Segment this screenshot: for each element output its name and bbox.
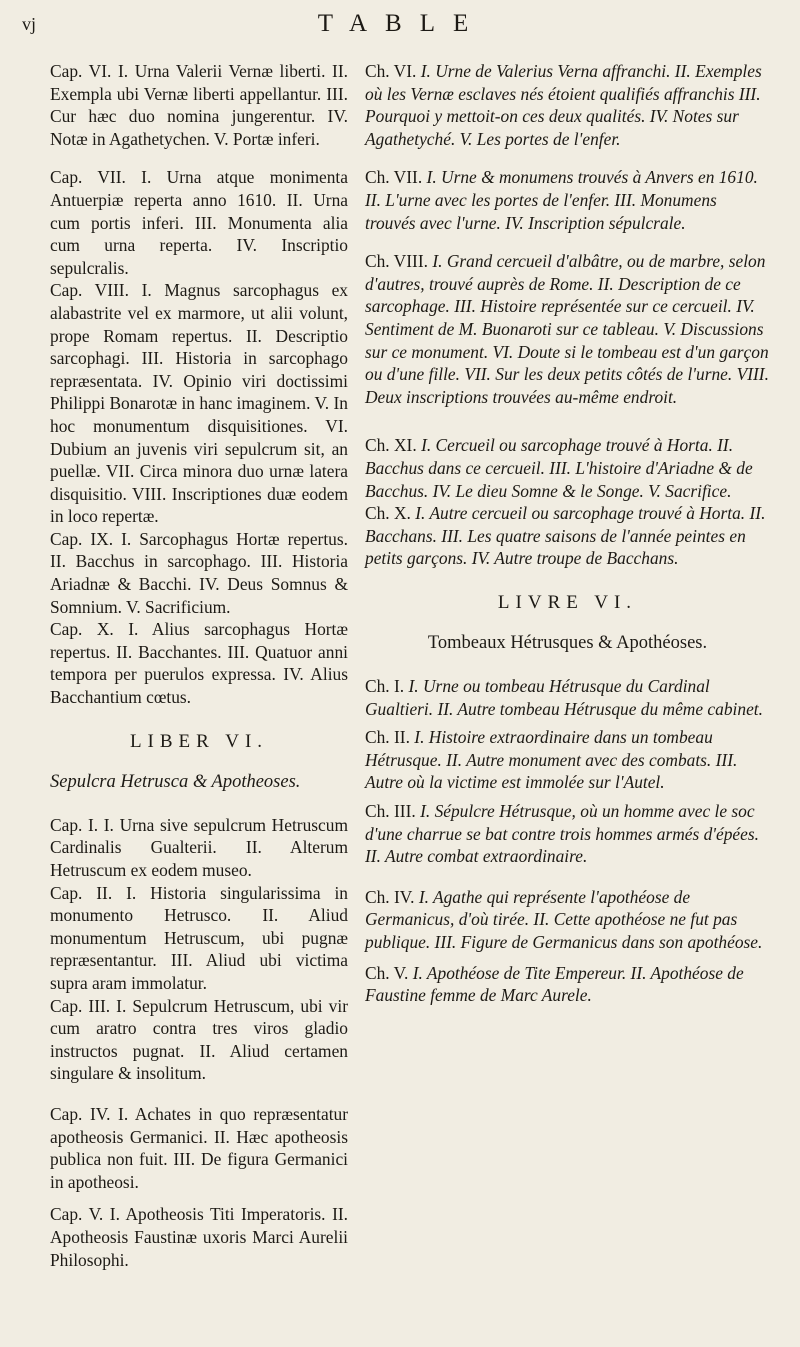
chapter-lead: Cap. VII. I. [50,167,152,188]
book-subheading-french: Tombeaux Hétrusques & Apothéoses. [427,633,708,654]
latin-entry [50,882,348,995]
chapter-text: I. Apothéose de Tite Empereur. II. Apothéose de Faustine femme de Marc Aurele. [365,962,744,1006]
chapter-text: Sepulcrum Hetruscum, ubi vir cum aratro contra tres viros gladio instructos pugnat. II. Aliud certamen singulare & insolitum. [50,995,348,1084]
chapter-lead: Ch. VII. [365,167,423,188]
chapter-lead: Cap. VI. I. [50,61,129,81]
chapter-lead: Ch. V. [365,962,409,983]
page-header [22,6,782,42]
chapter-text: I. Urne ou tombeau Hétrusque du Cardinal Gualtieri. II. Autre tombeau Hétrusque du même cabinet. [365,676,763,719]
chapter-lead: Cap. X. I. [50,619,139,640]
chapter-text: Magnus sarcophagus ex alabastrite vel ex marmore, ut alii volunt, prope Romam repertus. II. Descriptio sarcophagi. III. Historia in sarcophago repræsentata. IV. Opinio viri doctissimi Philippi Bonarotæ in hanc imaginem. V. In hoc monumentum disquisitiones. VI. Dubium an juvenis viri sepulcrum sit, an puellæ. VII. Circa minora duo urnæ latera disquisitio. VIII. Inscriptiones duæ eodem in loco repertæ. [50,280,348,527]
latin-entry [50,1103,348,1193]
latin-entry [50,1203,348,1271]
chapter-text: Achates in quo repræsentatur apotheosis Germanici. II. Hæc apotheosis publica non fuit. III. De figura Germanici in apotheosi. [50,1103,349,1192]
french-entry [365,250,770,408]
latin-column [50,60,348,1287]
french-entry [365,434,770,502]
chapter-text: I. Agathe qui représente l'apothéose de Germanicus, d'où tirée. II. Cette apothéose ne fut pas publique. III. Figure de Germanicus dans son apothéose. [365,886,763,952]
chapter-text: I. Cercueil ou sarcophage trouvé à Horta. II. Bacchus dans ce cercueil. III. L'histoire d'Ariadne & de Bacchus. IV. Le dieu Somne & le Songe. V. Sacrifice. [365,435,753,501]
chapter-text: Apotheosis Titi Imperatoris. II. Apotheosis Faustinæ uxoris Marci Aurelii Philosophi. [50,1204,348,1270]
latin-entry [50,528,348,618]
french-entry [365,60,770,150]
book-heading-latin: LIBER VI. [129,730,269,752]
chapter-text: Alius sarcophagus Hortæ repertus. II. Bacchantes. III. Quatuor anni tempora per puerulos expressa. IV. Alius Bacchantium cœtus. [50,619,348,708]
latin-entry [50,60,348,150]
french-entry [365,166,770,234]
chapter-lead: Ch. III. [365,801,416,822]
chapter-lead: Ch. II. [365,727,410,748]
latin-entry [50,279,348,528]
french-entry [365,962,770,1007]
chapter-lead: Ch. IV. [365,886,415,907]
french-entry [365,726,770,794]
french-column [365,60,770,1023]
chapter-lead: Ch. VIII. [365,251,428,272]
chapter-lead: Ch. I. [365,676,405,697]
chapter-text: I. Grand cercueil d'albâtre, ou de marbre, selon d'autres, trouvé auprès de Rome. II. Description de ce sarcophage. III. Histoire représentée sur ce cercueil. IV. Sentiment de M. Buonaroti sur ce tableau. V. Discussions sur ce monument. VI. Doute si le tombeau est d'un garçon ou d'une fille. VII. Sur les deux petits côtés de l'urne. VIII. Deux inscriptions trouvées au-même endroit. [365,251,769,407]
chapter-text: Sarcophagus Hortæ repertus. II. Bacchus in sarcophago. III. Historia Ariadnæ & Bacchi. IV. Deus Somnus & Somnium. V. Sacrificium. [50,528,348,617]
chapter-text: I. Sépulcre Hétrusque, où un homme avec le soc d'une charrue se bat contre trois hommes armés d'épées. II. Autre combat extraordinaire. [365,801,759,867]
chapter-text: I. Autre cercueil ou sarcophage trouvé à Horta. II. Bacchans. III. Les quatre saisons de l'année peintes en petits garçons. IV. Autre troupe de Bacchans. [365,503,766,569]
french-entry [365,800,770,868]
chapter-lead: Cap. V. I. [50,1204,120,1225]
book-heading-french: LIVRE VI. [497,591,638,613]
latin-entry [50,814,348,882]
chapter-lead: Ch. X. [365,503,411,524]
chapter-lead: Cap. IV. I. [50,1103,129,1124]
running-title: TABLE [317,10,487,37]
chapter-text: Urna sive sepulcrum Hetruscum Cardinalis Gualterii. II. Alterum Hetruscum ex eodem museo. [50,814,348,880]
chapter-text: Historia singularissima in monumento Hetrusco. II. Aliud monumentum Hetruscum, ubi pugnæ repræsentantur. III. Aliud ubi victima supra aram immolatur. [50,882,348,993]
chapter-text: I. Urne & monumens trouvés à Anvers en 1610. II. L'urne avec les portes de l'enfer. III. Monumens trouvés avec l'urne. IV. Inscription sépulcrale. [365,167,758,233]
latin-entry [50,618,348,708]
chapter-text: I. Urne de Valerius Verna affranchi. II. Exemples où les Vernæ esclaves nés étoient qualifiés affranchis III. Pourquoi y mettoit-on ces deux qualités. IV. Notes sur Agathetyché. V. Les portes de l'enfer. [365,61,762,149]
chapter-lead: Cap. III. I. [50,995,127,1016]
chapter-lead: Cap. VIII. I. [50,280,152,301]
folio-number: vj [22,14,37,34]
french-entry [365,502,770,570]
latin-entry [50,995,348,1085]
chapter-lead: Cap. I. I. [50,814,114,835]
chapter-text: I. Histoire extraordinaire dans un tombeau Hétrusque. II. Autre monument avec des combats. III. Autre où la victime est immolée sur l'Autel. [365,727,738,793]
chapter-lead: Ch. XI. [365,435,417,456]
chapter-text: Urna Valerii Vernæ liberti. II. Exempla ubi Vernæ liberti appellantur. III. Cur hæc duo nomina jungerentur. IV. Notæ in Agathetychen. V. Portæ inferi. [50,61,348,149]
book-subheading-latin: Sepulcra Hetrusca & Apotheoses. [50,772,301,793]
latin-entry [50,166,348,279]
chapter-lead: Cap. IX. I. [50,528,132,549]
chapter-text: Urna atque monimenta Antuerpiæ reperta anno 1610. II. Urna cum portis inferi. III. Monumenta alia cum urna reperta. IV. Inscriptio sepulcralis. [50,167,348,278]
chapter-lead: Cap. II. I. [50,882,137,903]
french-entry [365,675,770,720]
chapter-lead: Ch. VI. [365,61,417,81]
french-entry [365,886,770,954]
